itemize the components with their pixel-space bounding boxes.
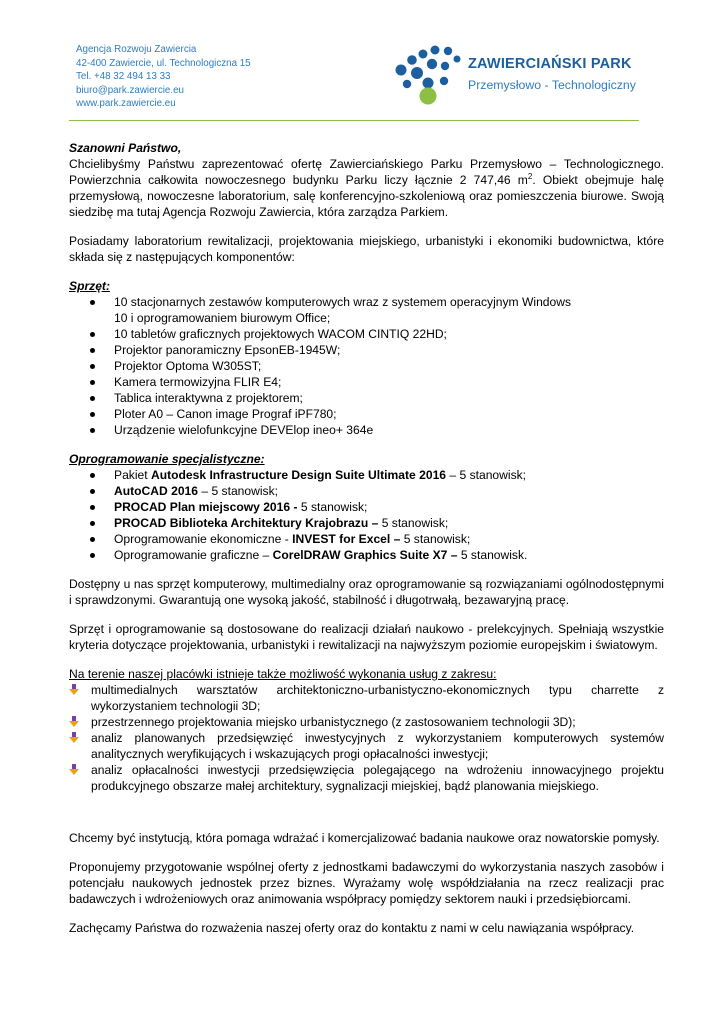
- address-line-website[interactable]: www.park.zawiercie.eu: [76, 98, 176, 110]
- institution-paragraph: Chcemy być instytucją, która pomaga wdrażać i komercjalizować badania naukowe oraz nowatorskie pomysły.: [69, 831, 660, 845]
- list-item: analiz planowanych przedsięwzięć inwestycyjnych z wykorzystaniem komputerowych systemów analitycznych weryfikujących i wskazujących progi opłacalności inwestycji;: [69, 730, 664, 762]
- address-line-street: 42-400 Zawiercie, ul. Technologiczna 15: [76, 57, 251, 69]
- proposal-paragraph: Proponujemy przygotowanie wspólnej oferty z jednostkami badawczymi do wykorzystania naszych zasobów i potencjału naukowych jednostek przez biznes. Wyrażamy wolę współdziałania na rzecz realizacji prac badawczych i wdrożeniowych oraz animowania współpracy pomiędzy sektorem nauki i przedsiębiorcami.: [69, 860, 664, 906]
- intro-text: Chcielibyśmy Państwu zaprezentować ofertę Zawierciańskiego Parku Przemysłowo – Technologicznego. Powierzchnia całkowita nowoczesnego budynku Parku liczy łącznie 2 747,46 m: [69, 157, 664, 187]
- hardware-heading: Sprzęt:: [69, 279, 110, 293]
- list-item: PROCAD Plan miejscowy 2016 - 5 stanowisk;: [69, 499, 664, 515]
- intro-text-end: . Obiekt obejmuje halę przemysłową, nowoczesne laboratorium, salę konferencyjno-szkoleniową oraz pomieszczenia biurowe. Swoją siedzibę ma tutaj Agencja Rozwoju Zawiercia, która zarządza Parkiem.: [69, 173, 664, 219]
- header-divider: [69, 120, 639, 121]
- list-item: analiz opłacalności inwestycji przedsięwzięcia polegającego na wdrożeniu innowacyjnego projektu produkcyjnego obszarze małej architektury, sygnalizacji miejskiej, bądź planowania miejskiego.: [69, 762, 664, 794]
- list-item: AutoCAD 2016 – 5 stanowisk;: [69, 483, 664, 499]
- arrow-bullet-icon: [69, 732, 79, 744]
- list-item: Ploter A0 – Canon image Prograf iPF780;: [69, 406, 664, 422]
- available-paragraph: Dostępny u nas sprzęt komputerowy, multimedialny oraz oprogramowanie są rozwiązaniami ogólnodostępnymi i sprawdzonymi. Gwarantują one wysoką jakość, stabilność i długotrwałą, bezawaryjną pracę.: [69, 577, 664, 607]
- letter-body: [69, 140, 664, 936]
- closing-paragraph: Zachęcamy Państwa do rozważenia naszej oferty oraz do kontaktu z nami w celu nawiązania współpracy.: [69, 921, 635, 935]
- intro-paragraph: [69, 156, 664, 220]
- list-item: Tablica interaktywna z projektorem;: [69, 390, 664, 406]
- list-item: Kamera termowizyjna FLIR E4;: [69, 374, 664, 390]
- list-item: przestrzennego projektowania miejsko urbanistycznego (z zastosowaniem technologii 3D);: [69, 714, 664, 730]
- list-item: Oprogramowanie graficzne – CorelDRAW Graphics Suite X7 – 5 stanowisk.: [69, 547, 664, 563]
- address-line-phone: Tel. +48 32 494 13 33: [76, 71, 171, 83]
- list-item: Urządzenie wielofunkcyjne DEVElop ineo+ 364e: [69, 422, 664, 438]
- software-heading: Oprogramowanie specjalistyczne:: [69, 452, 265, 466]
- adapted-paragraph: Sprzęt i oprogramowanie są dostosowane do realizacji działań naukowo - prelekcyjnych. Spełniają wszystkie kryteria dotyczące projektowania, urbanistyki i rewitalizacji na najwyższym poziomie europejskim i światowym.: [69, 622, 664, 652]
- arrow-bullet-icon: [69, 716, 79, 728]
- list-item: Projektor panoramiczny EpsonEB-1945W;: [69, 342, 664, 358]
- arrow-bullet-icon: [69, 764, 79, 776]
- address-line-org: Agencja Rozwoju Zawiercia: [76, 44, 197, 55]
- salutation: Szanowni Państwo,: [69, 141, 182, 155]
- intro-superscript: 2: [527, 171, 533, 181]
- park-logo: [393, 44, 643, 106]
- list-item: Oprogramowanie ekonomiczne - INVEST for Excel – 5 stanowisk;: [69, 531, 664, 547]
- sender-address: [76, 43, 251, 111]
- list-item: Pakiet Autodesk Infrastructure Design Suite Ultimate 2016 – 5 stanowisk;: [69, 467, 664, 483]
- list-item: PROCAD Biblioteka Architektury Krajobrazu – 5 stanowisk;: [69, 515, 664, 531]
- list-item: Projektor Optoma W305ST;: [69, 358, 664, 374]
- software-list: [69, 467, 664, 563]
- services-list: [69, 682, 664, 794]
- list-item: 10 stacjonarnych zestawów komputerowych wraz z systemem operacyjnym Windows 10 i oprogramowaniem biurowym Office;: [69, 294, 664, 326]
- services-heading: Na terenie naszej placówki istnieje także możliwość wykonania usług z zakresu:: [69, 667, 497, 681]
- arrow-bullet-icon: [69, 684, 79, 696]
- list-item: multimedialnych warsztatów architektoniczno-urbanistyczno-ekonomicznych typu charrette z wykorzystaniem technologii 3D;: [69, 682, 664, 714]
- hardware-list: [69, 294, 664, 438]
- logo-subtitle: Przemysłowo - Technologiczny: [468, 78, 636, 92]
- logo-title: ZAWIERCIAŃSKI PARK: [468, 56, 632, 72]
- lab-intro-paragraph: Posiadamy laboratorium rewitalizacji, projektowania miejskiego, urbanistyki i ekonomiki budownictwa, które składa się z następujących komponentów:: [69, 234, 664, 264]
- logo-dots-icon: [393, 44, 465, 106]
- address-line-email[interactable]: biuro@park.zawiercie.eu: [76, 84, 184, 96]
- list-item: 10 tabletów graficznych projektowych WACOM CINTIQ 22HD;: [69, 326, 664, 342]
